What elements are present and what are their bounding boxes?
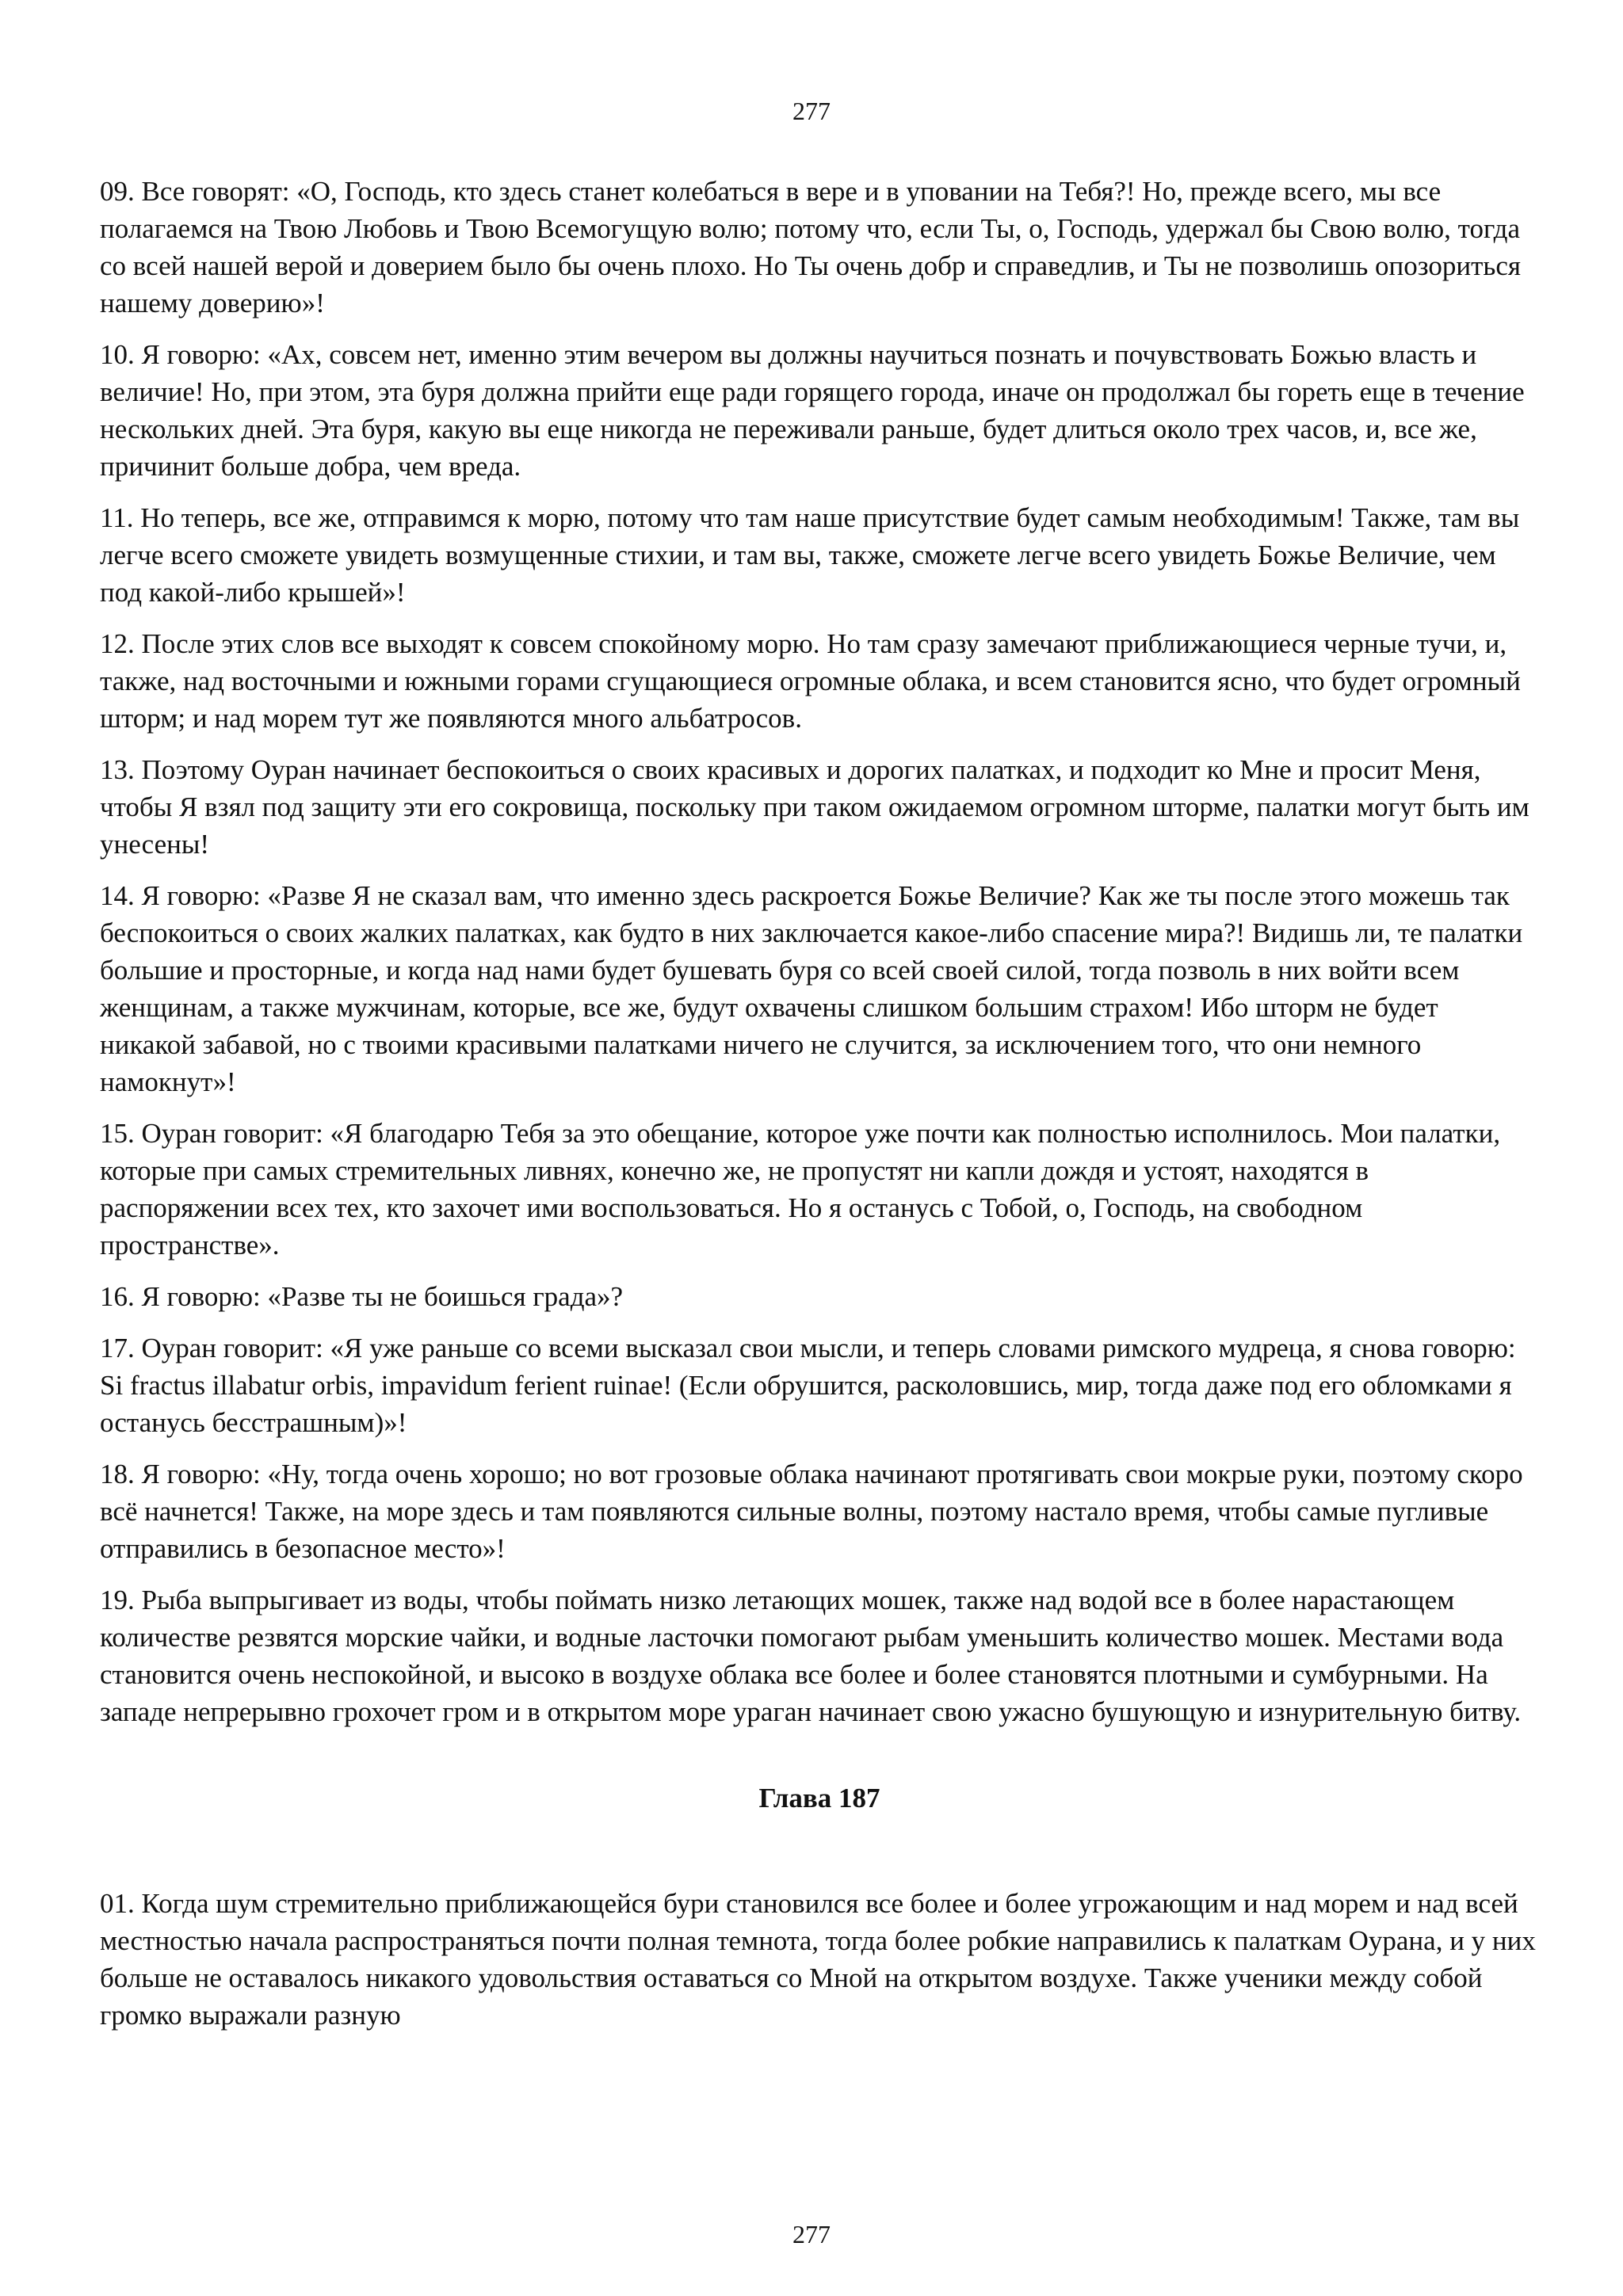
page-number-top: 277: [792, 97, 831, 125]
paragraph-14: 14. Я говорю: «Разве Я не сказал вам, что именно здесь раскроется Божье Величие? Как же ты после этого можешь так беспокоиться о своих жалких палатках, как будто в них заключается какое-либо спасение мира?! Видишь ли, те палатки большие и просторные, и когда над нами будет бушевать буря со всей своей силой, тогда позволь в них войти всем женщинам, а также мужчинам, которые, все же, будут охвачены слишком большим страхом! Ибо шторм не будет никакой забавой, но с твоими красивыми палатками ничего не случится, за исключением того, что они немного намокнут»!: [100, 880, 1523, 1097]
paragraph-17: 17. Оуран говорит: «Я уже раньше со всеми высказал свои мысли, и теперь словами римского мудреца, я снова говорю: Si fractus illabatur orbis, impavidum ferient ruinae! (Если обрушится, расколовшись, мир, тогда даже под его обломками я останусь бесстрашным)»!: [100, 1333, 1516, 1438]
paragraph-18: 18. Я говорю: «Ну, тогда очень хорошо; но вот грозовые облака начинают протягивать свои мокрые руки, поэтому скоро всё начнется! Также, на море здесь и там появляются сильные волны, поэтому настало время, чтобы самые пугливые отправились в безопасное место»!: [100, 1459, 1523, 1564]
paragraph-09: 09. Все говорят: «О, Господь, кто здесь станет колебаться в вере и в уповании на Тебя?! Но, прежде всего, мы все полагаемся на Твою Любовь и Твою Всемогущую волю; потому что, если Ты, о, Господь, удержал бы Свою волю, тогда со всей нашей верой и доверием было бы очень плохо. Но Ты очень добр и справедлив, и Ты не позволишь опозориться нашему доверию»!: [100, 176, 1522, 318]
paragraph-12: 12. После этих слов все выходят к совсем спокойному морю. Но там сразу замечают приближающиеся черные тучи, и, также, над восточными и южными горами сгущающиеся огромные облака, и всем становится ясно, что будет огромный шторм; и над морем тут же появляются много альбатросов.: [100, 628, 1521, 734]
chapter-paragraph-01: 01. Когда шум стремительно приближающейся бури становился все более и более угрожающим и над морем и над всей местностью начала распространяться почти полная темнота, тогда более робкие направились к палаткам Оурана, и у них больше не оставалось никакого удовольствия оставаться со Мной на открытом воздухе. Также ученики между собой громко выражали разную: [100, 1888, 1536, 2031]
page-number-bottom: 277: [792, 2220, 831, 2248]
chapter-heading: Глава 187: [758, 1783, 880, 1814]
paragraph-16: 16. Я говорю: «Разве ты не боишься града»?: [100, 1281, 624, 1312]
paragraph-13: 13. Поэтому Оуран начинает беспокоиться о своих красивых и дорогих палатках, и подходит ко Мне и просит Меня, чтобы Я взял под защиту эти его сокровища, поскольку при таком ожидаемом огромном шторме, палатки могут быть им унесены!: [100, 754, 1529, 860]
paragraph-10: 10. Я говорю: «Ах, совсем нет, именно этим вечером вы должны научиться познать и почувствовать Божью власть и величие! Но, при этом, эта буря должна прийти еще ради горящего города, иначе он продолжал бы гореть еще в течение нескольких дней. Эта буря, какую вы еще никогда не переживали раньше, будет длиться около трех часов, и, все же, причинит больше добра, чем вреда.: [100, 339, 1525, 482]
paragraph-19: 19. Рыба выпрыгивает из воды, чтобы поймать низко летающих мошек, также над водой все в более нарастающем количестве резвятся морские чайки, и водные ласточки помогают рыбам уменьшить количество мошек. Местами вода становится очень неспокойной, и высоко в воздухе облака все более и более становятся плотными и сумбурными. На западе непрерывно грохочет гром и в открытом море ураган начинает свою ужасно бушующую и изнурительную битву.: [100, 1585, 1522, 1727]
paragraph-11: 11. Но теперь, все же, отправимся к морю, потому что там наше присутствие будет самым необходимым! Также, там вы легче всего сможете увидеть возмущенные стихии, и там вы, также, сможете легче всего увидеть Божье Величие, чем под какой-либо крышей»!: [100, 502, 1520, 608]
paragraph-15: 15. Оуран говорит: «Я благодарю Тебя за это обещание, которое уже почти как полностью исполнилось. Мои палатки, которые при самых стремительных ливнях, конечно же, не пропустят ни капли дождя и устоят, находятся в распоряжении всех тех, кто захочет ими воспользоваться. Но я останусь с Тобой, о, Господь, на свободном пространстве».: [100, 1118, 1501, 1261]
page-content: [100, 173, 1539, 2048]
